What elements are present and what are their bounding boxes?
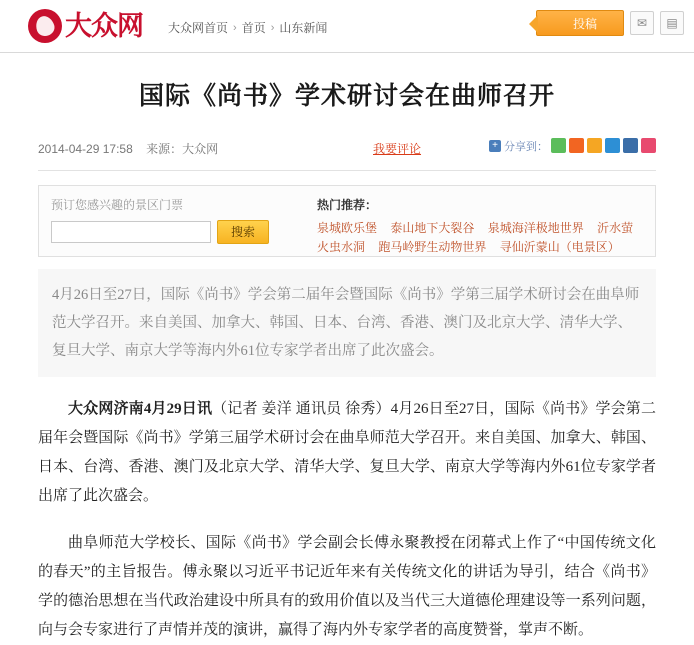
hot-link-3[interactable]: 泉城海洋极地世界	[487, 220, 584, 235]
logo-mark-icon	[28, 9, 62, 43]
hot-recommend-panel	[317, 196, 645, 257]
article-paragraph-text: 曲阜师范大学校长、国际《尚书》学会副会长傅永聚教授在闭幕式上作了“中国传统文化的春天”的主旨报告。傅永聚以习近平书记近年来有关传统文化的讲话为导引，结合《尚书》学的德治思想在当代政治建设中所具有的致用价值以及当代三大道德伦理建设等一系列问题，向与会专家进行了声情并茂的演讲，赢得了海内外专家学者的高度赞誉，掌声不断。	[38, 534, 656, 638]
search-input[interactable]	[51, 221, 211, 243]
share-qq-icon[interactable]	[605, 138, 620, 153]
breadcrumb	[168, 19, 327, 36]
breadcrumb-separator-icon: ›	[270, 21, 275, 34]
logo-text: 大众网	[65, 10, 143, 41]
hot-link-2[interactable]: 泰山地下大裂谷	[390, 220, 475, 235]
mobile-icon[interactable]: ▤	[660, 11, 684, 35]
share-more-icon[interactable]	[641, 138, 656, 153]
contribute-button[interactable]: 投稿	[536, 10, 624, 36]
breadcrumb-item-home[interactable]: 大众网首页	[168, 21, 229, 35]
ticket-search-block	[38, 185, 656, 257]
search-button[interactable]: 搜索	[217, 220, 269, 244]
header-actions	[536, 10, 684, 36]
article-summary: 4月26日至27日，国际《尚书》学会第二届年会暨国际《尚书》学第三届学术研讨会在曲阜师范大学召开。来自美国、加拿大、韩国、日本、台湾、香港、澳门及北京大学、清华大学、复旦大学、南京大学等海内外61位专家学者出席了此次盛会。	[38, 269, 656, 377]
article-paragraph	[38, 395, 656, 511]
breadcrumb-separator-icon: ›	[233, 21, 237, 34]
hot-link-1[interactable]: 泉城欧乐堡	[317, 220, 378, 235]
article-datetime-source	[38, 140, 218, 157]
hot-link-5[interactable]: 跑马岭野生动物世界	[378, 239, 487, 254]
article-datetime: 2014-04-29 17:58	[38, 141, 133, 156]
share-qzone-icon[interactable]	[587, 138, 602, 153]
share-label	[489, 138, 548, 154]
hot-recommend-links	[317, 219, 645, 257]
comment-link[interactable]: 我要评论	[373, 141, 422, 156]
share-bar	[489, 138, 656, 154]
ticket-search-panel	[51, 196, 296, 244]
hot-recommend-title: 热门推荐：	[317, 197, 378, 212]
breadcrumb-item-shandong-news[interactable]: 山东新闻	[279, 21, 328, 35]
share-plus-icon[interactable]: +	[489, 140, 501, 152]
hot-link-4[interactable]: 沂水萤火虫水洞	[317, 220, 634, 254]
share-wechat-icon[interactable]	[551, 138, 566, 153]
site-header	[0, 0, 694, 53]
hot-link-6[interactable]: 寻仙沂蒙山（电景区）	[499, 239, 620, 254]
ticket-search-row	[51, 220, 296, 244]
article-container	[38, 81, 656, 645]
site-logo[interactable]	[28, 6, 148, 46]
share-sina-weibo-icon[interactable]	[569, 138, 584, 153]
article-source: 来源：大众网	[146, 141, 219, 156]
article-paragraph-text: （记者 姜洋 通讯员 徐秀）4月26日至27日，国际《尚书》学会第二届年会暨国际《尚书》学第三届学术研讨会在曲阜师范大学召开。来自美国、加拿大、韩国、日本、台湾、香港、澳门及北京大学、清华大学、复旦大学、南京大学等海内外61位专家学者出席了此次盛会。	[38, 400, 656, 504]
article-paragraph	[38, 529, 656, 645]
share-renren-icon[interactable]	[623, 138, 638, 153]
article-dateline: 大众网济南4月29日讯	[68, 400, 213, 417]
mail-icon[interactable]: ✉	[630, 11, 654, 35]
ticket-search-hint: 预订您感兴趣的景区门票	[51, 197, 184, 212]
page-title: 国际《尚书》学术研讨会在曲师召开	[138, 83, 555, 110]
article-meta	[38, 138, 656, 171]
breadcrumb-item-index[interactable]: 首页	[241, 21, 266, 35]
share-label-text: 分享到：	[504, 140, 548, 153]
